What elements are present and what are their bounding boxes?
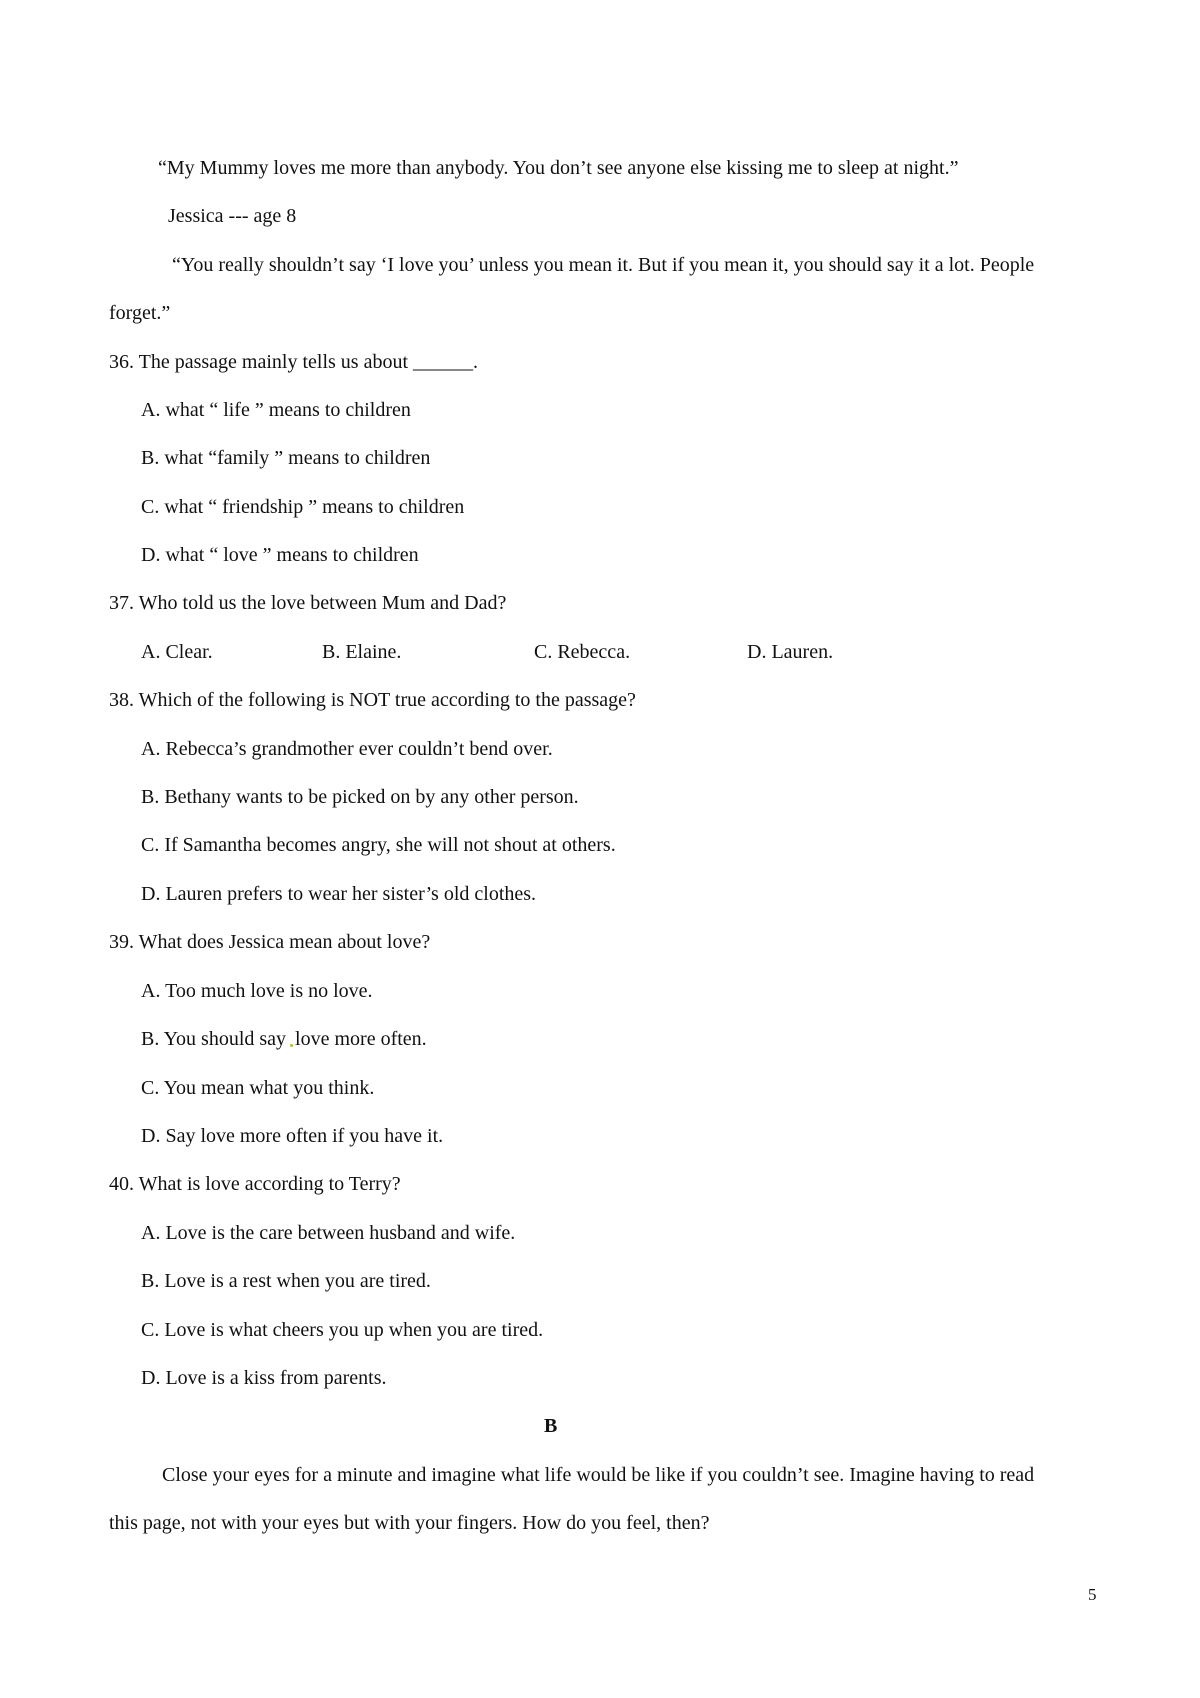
question-37-stem: 37. Who told us the love between Mum and Dad? <box>109 592 507 614</box>
section-b-line-2-part-2: our fingers. How do you feel, then? <box>425 1512 710 1534</box>
question-36-option-a: A. what “ life ” means to children <box>141 399 411 421</box>
section-b-line-2-part-1: this page, not with your eyes but with y <box>109 1512 426 1534</box>
question-36-option-d: D. what “ love ” means to children <box>141 544 419 566</box>
page-number: 5 <box>1088 1585 1097 1604</box>
section-b-line-1: Close your eyes for a minute and imagine what life would be like if you couldn’t see. Imagine having to read <box>162 1464 1035 1486</box>
question-36-option-c: C. what “ friendship ” means to children <box>141 496 465 518</box>
question-36-option-b: B. what “family ” means to children <box>141 447 431 469</box>
question-40-stem: 40. What is love according to Terry? <box>109 1173 401 1195</box>
question-39-option-b-part-2: love more often. <box>295 1028 427 1050</box>
section-b-line-2 <box>109 1511 709 1535</box>
question-40-option-a: A. Love is the care between husband and wife. <box>141 1222 516 1244</box>
question-37-option-c: C. Rebecca. <box>534 641 631 663</box>
question-38-option-b: B. Bethany wants to be picked on by any other person. <box>141 786 579 808</box>
question-40-option-b: B. Love is a rest when you are tired. <box>141 1270 431 1292</box>
question-36-stem: 36. The passage mainly tells us about ______. <box>109 351 479 373</box>
question-39-option-b-part-1: B. You should say <box>141 1028 287 1050</box>
question-40-option-c: C. Love is what cheers you up when you are tired. <box>141 1319 544 1341</box>
question-39-option-a: A. Too much love is no love. <box>141 980 373 1002</box>
question-39-option-b <box>141 1027 427 1051</box>
question-39-option-c: C. You mean what you think. <box>141 1077 375 1099</box>
quote-mummy: “My Mummy loves me more than anybody. You don’t see anyone else kissing me to sleep at night.” <box>158 157 959 179</box>
question-39-option-d: D. Say love more often if you have it. <box>141 1125 444 1147</box>
stray-mark <box>290 1044 293 1047</box>
quote-jessica-line-2: forget.” <box>109 302 171 324</box>
question-38-stem: 38. Which of the following is NOT true according to the passage? <box>109 689 636 711</box>
jessica-attribution: Jessica --- age 8 <box>168 205 297 227</box>
question-40-option-d: D. Love is a kiss from parents. <box>141 1367 387 1389</box>
section-b-heading: B <box>544 1415 558 1437</box>
question-37-option-a: A. Clear. <box>141 641 213 663</box>
question-37-option-b: B. Elaine. <box>322 641 402 663</box>
question-38-option-c: C. If Samantha becomes angry, she will not shout at others. <box>141 834 616 856</box>
question-39-stem: 39. What does Jessica mean about love? <box>109 931 431 953</box>
question-38-option-a: A. Rebecca’s grandmother ever couldn’t bend over. <box>141 738 553 760</box>
question-37-option-d: D. Lauren. <box>747 641 834 663</box>
quote-jessica-line-1: “You really shouldn’t say ‘I love you’ unless you mean it. But if you mean it, you should say it a lot. People <box>172 254 1035 276</box>
question-38-option-d: D. Lauren prefers to wear her sister’s old clothes. <box>141 883 537 905</box>
